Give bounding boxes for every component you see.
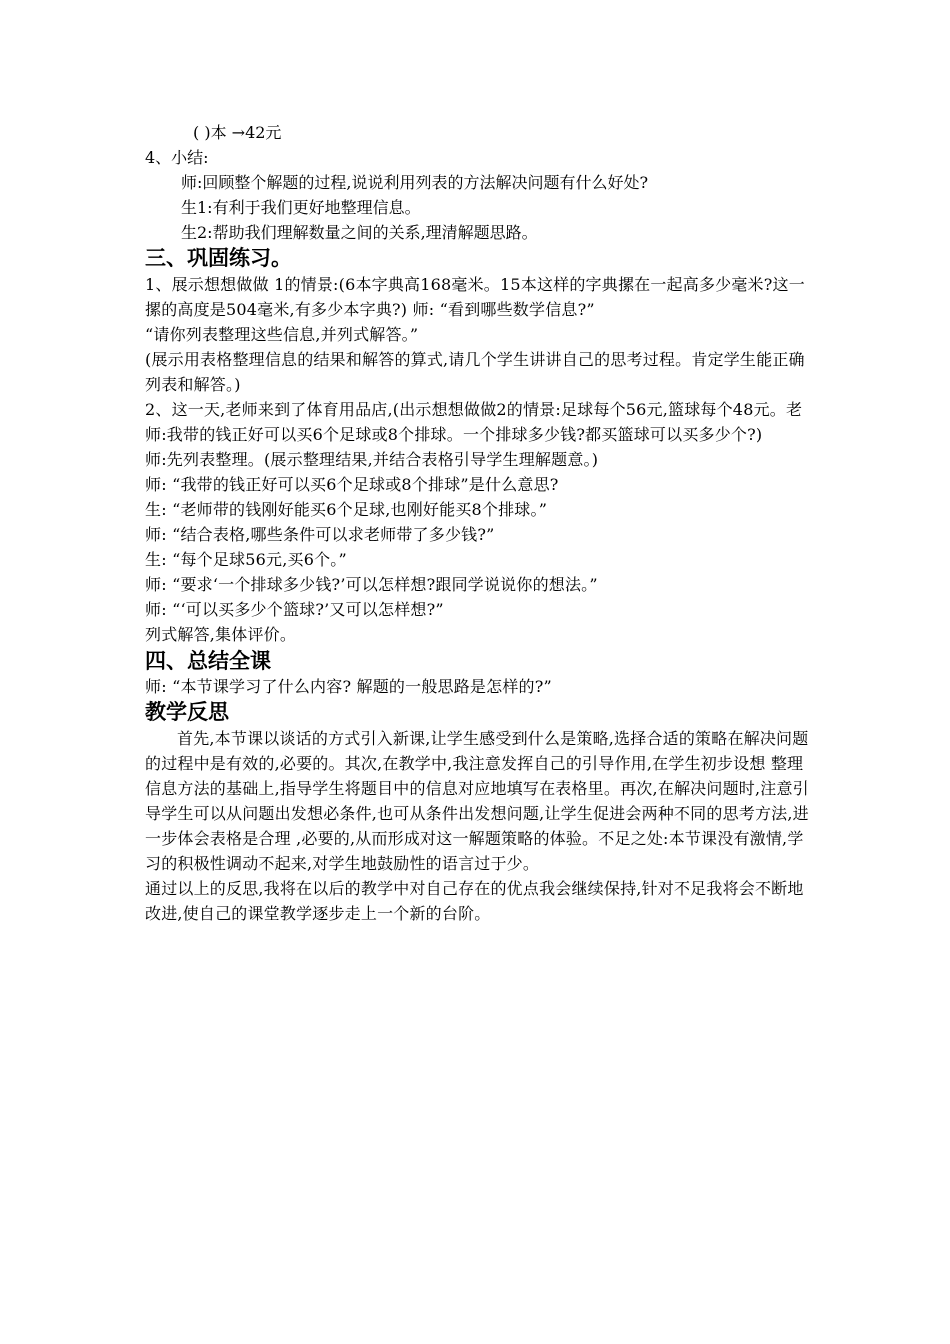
student-line-2: 生2:帮助我们理解数量之间的关系,理清解题思路。: [181, 223, 538, 242]
student-line-1: 生1:有利于我们更好地整理信息。: [181, 198, 421, 217]
table-row-text: ( )本 →42元: [193, 123, 282, 142]
exercise-1-note: (展示用表格整理信息的结果和解答的算式,请几个学生讲讲自己的思考过程。肯定学生能正确列表和解答。): [145, 350, 805, 394]
teacher-line: 师:回顾整个解题的过程,说说利用列表的方法解决问题有什么好处?: [181, 173, 649, 192]
exercise-1-text: 1、展示想想做做 1的情景:(6本字典高168毫米。15本这样的字典摞在一起高多少毫米?这一摞的高度是504毫米,有多少本字典?) 师: “看到哪些数学信息?”: [145, 275, 805, 319]
reflection-heading: 教学反思: [145, 700, 229, 724]
dialogue-line: 生: “每个足球56元,买6个。”: [145, 550, 347, 569]
dialogue-line: 列式解答,集体评价。: [145, 625, 297, 644]
dialogue-line: 师: “要求‘一个排球多少钱?’可以怎样想?跟同学说说你的想法。”: [145, 575, 598, 594]
exercise-1-prompt: “请你列表整理这些信息,并列式解答。”: [145, 325, 419, 344]
summary-heading: 4、小结:: [145, 148, 209, 167]
dialogue-line: 生: “老师带的钱刚好能买6个足球,也刚好能买8个排球。”: [145, 500, 548, 519]
dialogue-line: 师: “结合表格,哪些条件可以求老师带了多少钱?”: [145, 525, 495, 544]
exercise-2-text: 2、这一天,老师来到了体育用品店,(出示想想做做2的情景:足球每个56元,篮球每个48元。老师:我带的钱正好可以买6个足球或8个排球。一个排球多少钱?都买篮球可以买多少个?): [145, 400, 803, 444]
summary-question: 师: “本节课学习了什么内容? 解题的一般思路是怎样的?”: [145, 677, 552, 696]
dialogue-line: 师:先列表整理。(展示整理结果,并结合表格引导学生理解题意。): [145, 450, 599, 469]
dialogue-line: 师: “‘可以买多少个篮球?’又可以怎样想?”: [145, 600, 444, 619]
section-4-heading: 四、总结全课: [145, 648, 271, 673]
document-body: [145, 120, 815, 926]
dialogue-line: 师: “我带的钱正好可以买6个足球或8个排球”是什么意思?: [145, 475, 559, 494]
section-3-heading: 三、巩固练习。: [145, 246, 292, 270]
reflection-conclusion: 通过以上的反思,我将在以后的教学中对自己存在的优点我会继续保持,针对不足我将会不断地改进,使自己的课堂教学逐步走上一个新的台阶。: [145, 879, 804, 923]
reflection-paragraph: 首先,本节课以谈话的方式引入新课,让学生感受到什么是策略,选择合适的策略在解决问题的过程中是有效的,必要的。其次,在教学中,我注意发挥自己的引导作用,在学生初步设想 整理信息方法的基础上,指导学生将题目中的信息对应地填写在表格里。再次,在解决问题时,注意引导学生可以从问题出发想必条件,也可从条件出发想问题,让学生促进会两种不同的思考方法,进一步体会表格是合理 ,必要的,从而形成对这一解题策略的体验。不足之处:本节课没有激情,学习的积极性调动不起来,对学生地鼓励性的语言过于少。: [145, 729, 809, 873]
